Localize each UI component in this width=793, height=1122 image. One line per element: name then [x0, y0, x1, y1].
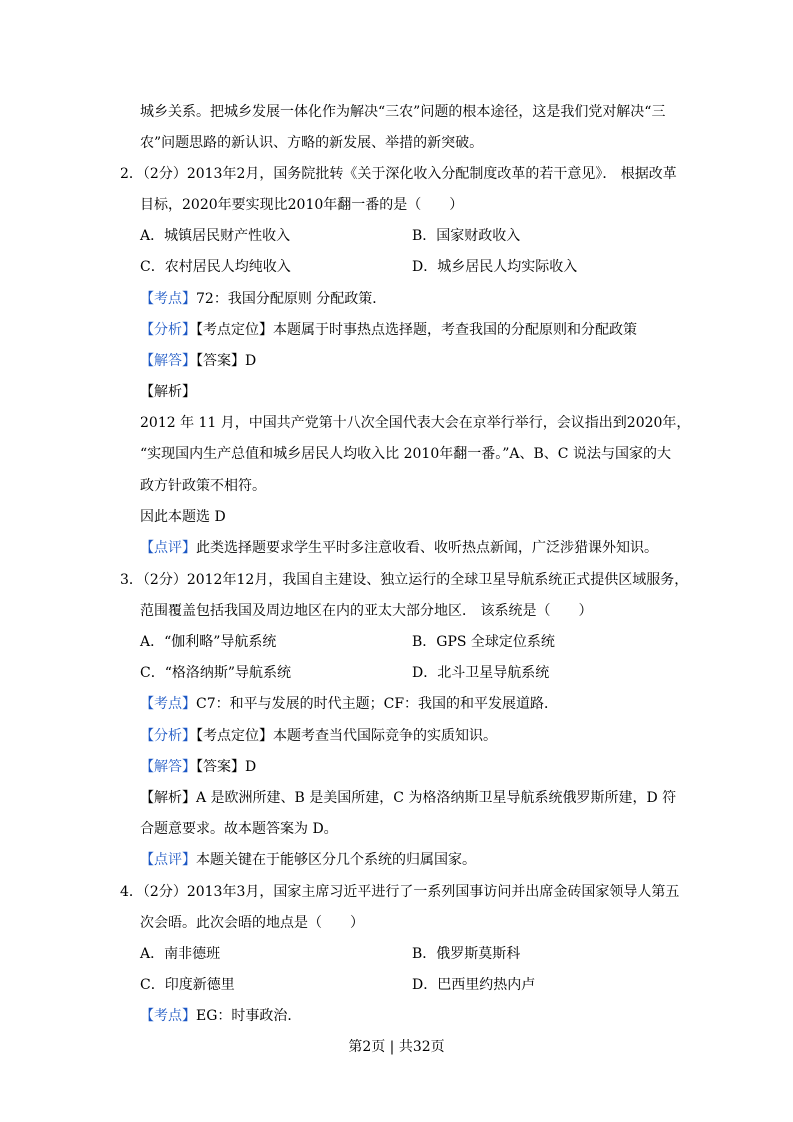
q2-fenxi — [140, 320, 637, 340]
kaodian-tag: 【考点】 — [140, 1008, 196, 1024]
q3-stem-line-2: 范围覆盖包括我国及周边地区在内的亚太大部分地区． 该系统是（ ） — [140, 603, 593, 619]
q2-option-c: C．农村居民人均纯收入 — [140, 259, 291, 275]
q3-fenxi — [140, 726, 497, 746]
q3-explanation-line-1: 【解析】A 是欧洲所建、B 是美国所建，C 为格洛纳斯卫星导航系统俄罗斯所建，D 符 — [140, 790, 677, 806]
q2-jiexi-label: 【解析】 — [140, 384, 196, 400]
page-footer: 第2页 | 共32页 — [348, 1039, 445, 1055]
q3-option-d: D．北斗卫星导航系统 — [412, 665, 550, 681]
q2-explanation-line-2: “实现国内生产总值和城乡居民人均收入比 2010年翻一番。”A、B、C 说法与国家的大 — [140, 446, 671, 462]
q2-stem-line-1: 2．（2分）2013年2月，国务院批转《关于深化收入分配制度改革的若干意见》． 根据改革 — [120, 166, 677, 182]
q2-option-b: B．国家财政收入 — [412, 228, 521, 244]
q4-option-a: A．南非德班 — [140, 946, 221, 962]
intro-line-1: 城乡关系。把城乡发展一体化作为解决“三农”问题的根本途径，这是我们党对解决“三 — [140, 104, 666, 120]
dianping-tag: 【点评】 — [140, 540, 196, 556]
q3-option-b: B．GPS 全球定位系统 — [412, 634, 555, 650]
jieda-tag: 【解答】 — [140, 759, 196, 775]
q4-stem-line-2: 次会晤。此次会晤的地点是（ ） — [140, 915, 364, 931]
fenxi-text: 【考点定位】本题考查当代国际竞争的实质知识。 — [196, 728, 497, 744]
q2-explanation-line-3: 政方针政策不相符。 — [140, 478, 266, 494]
kaodian-tag: 【考点】 — [140, 696, 196, 712]
q3-explanation-line-2: 合题意要求。故本题答案为 D。 — [140, 821, 338, 837]
dianping-text: 本题关键在于能够区分几个系统的归属国家。 — [196, 852, 476, 868]
q3-dianping — [140, 850, 476, 870]
q3-stem-line-1: 3．（2分）2012年12月，我国自主建设、独立运行的全球卫星导航系统正式提供区域服务， — [120, 572, 689, 588]
jieda-text: 【答案】D — [196, 759, 257, 775]
q4-kaodian — [140, 1006, 301, 1026]
q2-jieda — [140, 351, 256, 371]
q2-option-a: A．城镇居民财产性收入 — [140, 228, 291, 244]
q2-dianping — [140, 538, 658, 558]
q2-explanation-line-4: 因此本题选 D — [140, 509, 226, 525]
q2-option-d: D．城乡居民人均实际收入 — [412, 259, 578, 275]
q3-jieda — [140, 757, 256, 777]
fenxi-text: 【考点定位】本题属于时事热点选择题，考查我国的分配原则和分配政策 — [196, 322, 637, 338]
q4-option-d: D．巴西里约热内卢 — [412, 977, 536, 993]
dianping-text: 此类选择题要求学生平时多注意收看、收听热点新闻，广泛涉猎课外知识。 — [196, 540, 658, 556]
q3-option-c: C．“格洛纳斯”导航系统 — [140, 665, 292, 681]
q4-option-b: B．俄罗斯莫斯科 — [412, 946, 521, 962]
q2-stem-line-2: 目标，2020年要实现比2010年翻一番的是（ ） — [140, 197, 464, 213]
kaodian-tag: 【考点】 — [140, 291, 196, 307]
jieda-tag: 【解答】 — [140, 353, 196, 369]
q2-kaodian — [140, 289, 386, 309]
q3-option-a: A．“伽利略”导航系统 — [140, 634, 277, 650]
dianping-tag: 【点评】 — [140, 852, 196, 868]
q4-option-c: C．印度新德里 — [140, 977, 235, 993]
fenxi-tag: 【分析】 — [140, 728, 196, 744]
kaodian-text: EG：时事政治． — [196, 1008, 302, 1024]
q4-stem-line-1: 4．（2分）2013年3月，国家主席习近平进行了一系列国事访问并出席金砖国家领导人第五 — [120, 884, 680, 900]
q3-kaodian — [140, 694, 558, 714]
q2-explanation-line-1: 2012 年 11 月，中国共产党第十八次全国代表大会在京举行举行，会议指出到2020年， — [140, 415, 691, 431]
fenxi-tag: 【分析】 — [140, 322, 196, 338]
kaodian-text: 72：我国分配原则 分配政策． — [196, 291, 387, 307]
kaodian-text: C7：和平与发展的时代主题；CF：我国的和平发展道路． — [196, 696, 559, 712]
jieda-text: 【答案】D — [196, 353, 257, 369]
intro-line-2: 农”问题思路的新认识、方略的新发展、举措的新突破。 — [140, 135, 484, 151]
